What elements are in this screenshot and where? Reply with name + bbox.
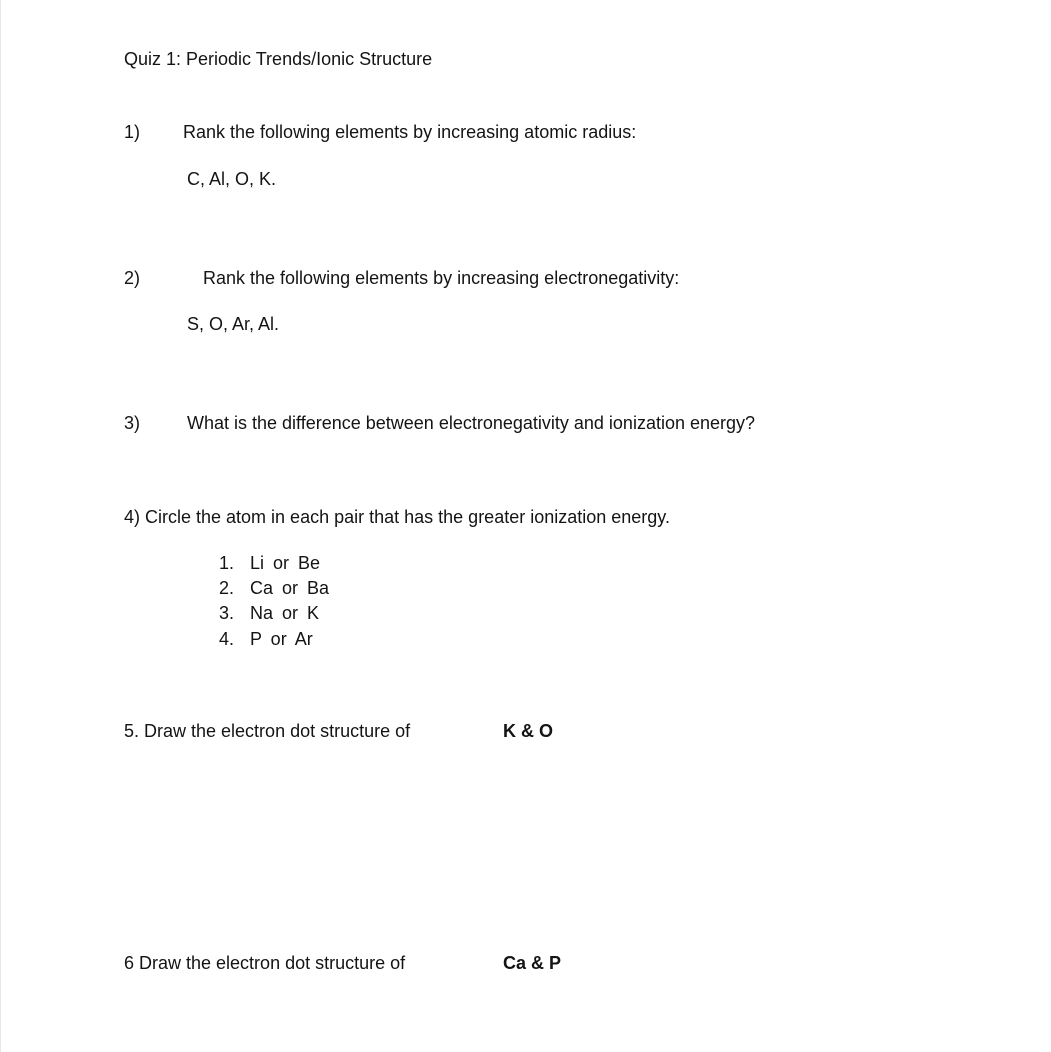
q4-item-1-text: Li or Be — [250, 553, 321, 573]
q2-number: 2) — [124, 268, 141, 288]
q5-atoms: K & O — [503, 721, 554, 741]
q1-elements: C, Al, O, K. — [187, 169, 277, 189]
q4-item-2-text: Ca or Ba — [250, 578, 330, 598]
q6-prompt: 6 Draw the electron dot structure of — [124, 953, 406, 973]
q4-item-2-number: 2. — [218, 578, 234, 598]
q1-prompt: Rank the following elements by increasing atomic radius: — [183, 122, 637, 142]
q4-prompt: 4) Circle the atom in each pair that has the greater ionization energy. — [124, 507, 670, 527]
q4-item-4-number: 4. — [218, 629, 234, 649]
q4-item-4-text: P or Ar — [250, 629, 313, 649]
quiz-title: Quiz 1: Periodic Trends/Ionic Structure — [124, 49, 433, 69]
page-edge — [0, 0, 1, 1052]
q3-prompt: What is the difference between electronegativity and ionization energy? — [187, 413, 756, 433]
q1-number: 1) — [124, 122, 141, 142]
q6-atoms: Ca & P — [503, 953, 562, 973]
q4-item-3-text: Na or K — [250, 603, 320, 623]
q5-prompt: 5. Draw the electron dot structure of — [124, 721, 411, 741]
q4-item-3-number: 3. — [218, 603, 234, 623]
q2-elements: S, O, Ar, Al. — [187, 314, 280, 334]
q4-item-1-number: 1. — [218, 553, 234, 573]
q2-prompt: Rank the following elements by increasing electronegativity: — [203, 268, 680, 288]
q3-number: 3) — [124, 413, 141, 433]
